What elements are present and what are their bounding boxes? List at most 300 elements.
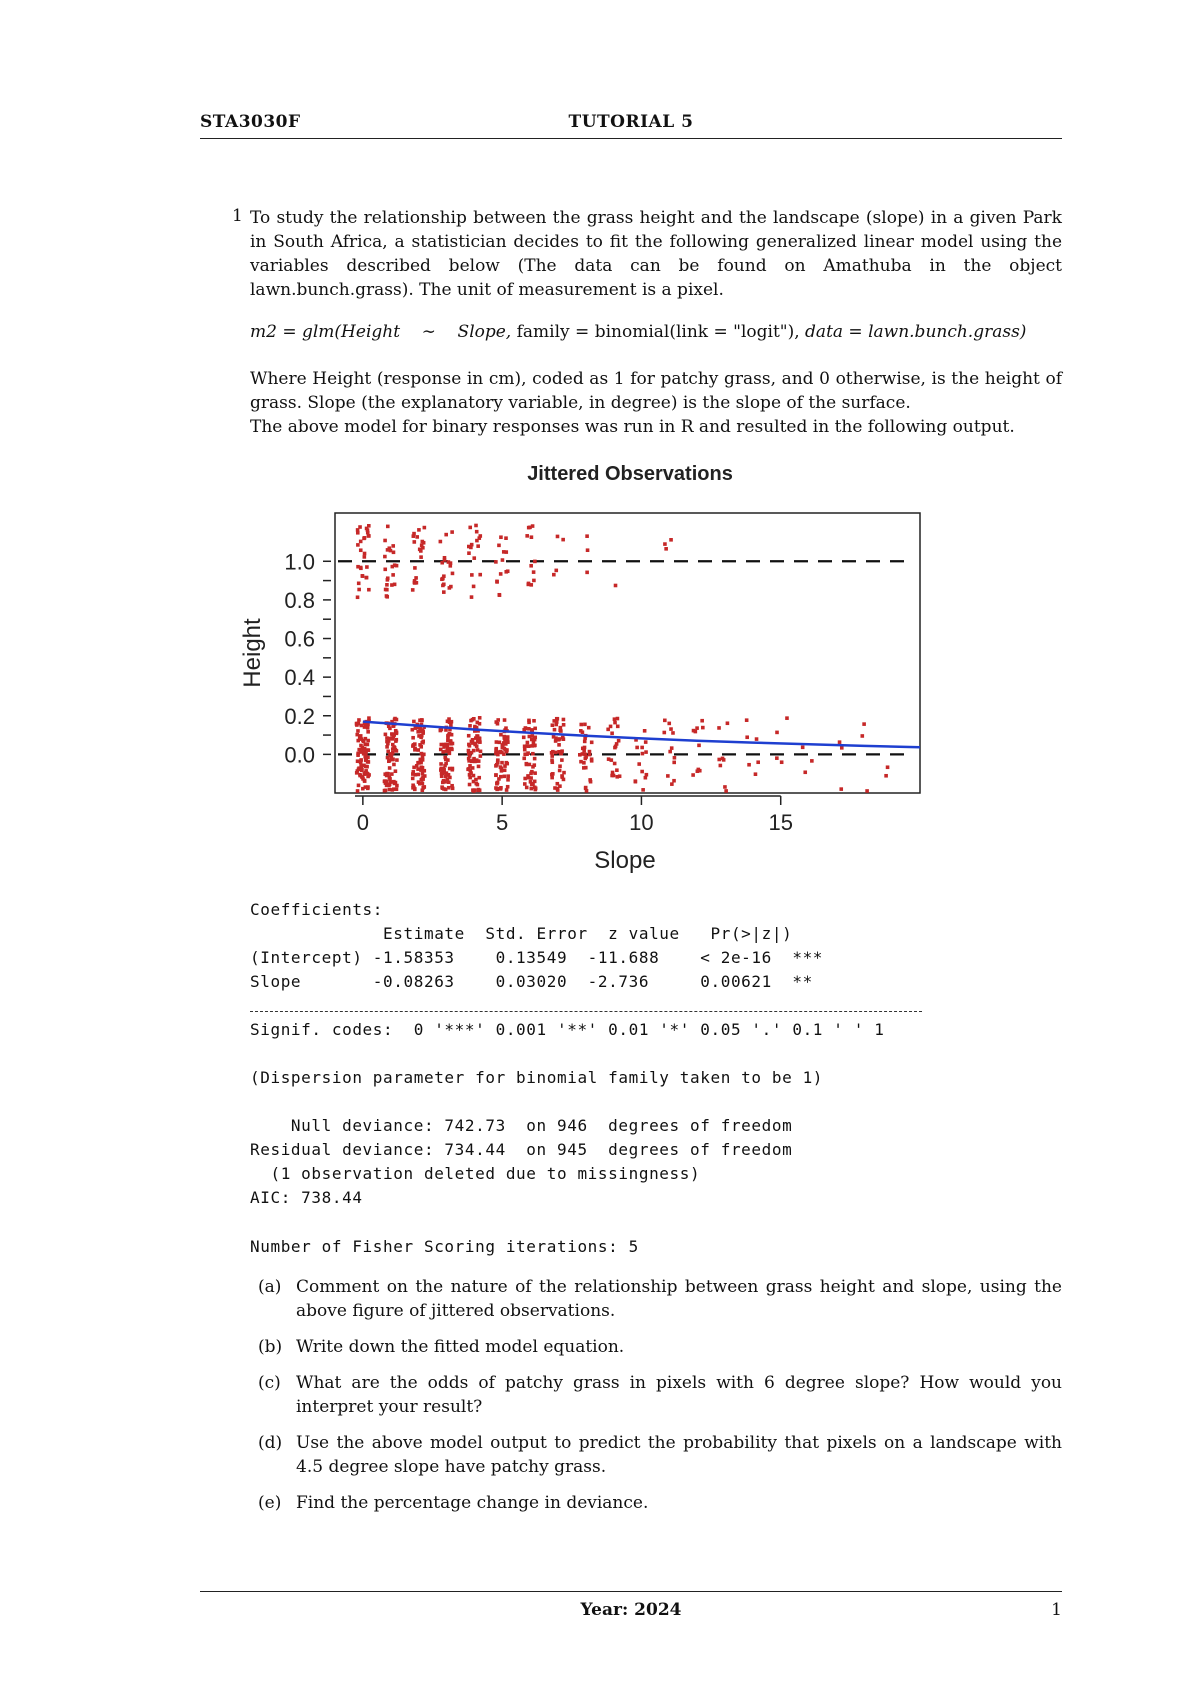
- jitter-point-zero: [420, 752, 424, 756]
- jitter-point-zero: [442, 779, 446, 783]
- jitter-point-zero: [413, 748, 417, 752]
- jitter-point-zero: [393, 746, 397, 750]
- jitter-point-zero: [721, 757, 725, 761]
- jitter-point-one: [356, 528, 360, 532]
- jitter-point-zero: [533, 757, 537, 761]
- jitter-point-zero: [495, 782, 499, 786]
- jitter-point-one: [614, 584, 618, 588]
- jitter-point-zero: [494, 773, 498, 777]
- jitter-point-zero: [697, 768, 701, 772]
- jitter-point-zero: [364, 737, 368, 741]
- jitter-point-one: [422, 541, 426, 545]
- jitter-point-zero: [384, 733, 388, 737]
- jitter-point-zero: [440, 772, 444, 776]
- x-tick-label: 0: [356, 810, 369, 835]
- jitter-point-zero: [523, 748, 527, 752]
- jitter-point-one: [467, 551, 471, 555]
- jitter-point-one: [530, 535, 534, 539]
- jitter-point-zero: [366, 730, 370, 734]
- jitter-point-zero: [506, 785, 510, 789]
- x-tick-label: 10: [629, 810, 654, 835]
- jitter-point-one: [532, 570, 536, 574]
- jitter-point-one: [472, 556, 476, 560]
- jitter-point-one: [390, 565, 394, 569]
- jitter-point-one: [475, 539, 479, 543]
- jitter-point-zero: [588, 750, 592, 754]
- jitter-point-zero: [523, 752, 527, 756]
- jitter-point-zero: [522, 757, 526, 761]
- jitter-point-zero: [884, 774, 888, 778]
- jitter-point-one: [385, 588, 389, 592]
- jitter-point-zero: [471, 759, 475, 763]
- jitter-point-zero: [617, 739, 621, 743]
- formula-tilde: ∼: [421, 322, 436, 342]
- jitter-point-zero: [357, 718, 361, 722]
- jitter-point-zero: [506, 778, 510, 782]
- tutorial-title: TUTORIAL 5: [568, 112, 694, 132]
- jitter-point-zero: [355, 733, 359, 737]
- jitter-point-zero: [467, 734, 471, 738]
- jitter-point-zero: [562, 718, 566, 722]
- description-line-2: The above model for binary responses was run in R and resulted in the following output.: [250, 417, 1015, 437]
- y-tick-label: 1.0: [284, 549, 315, 575]
- jitter-point-one: [669, 538, 673, 542]
- jitter-point-zero: [555, 720, 559, 724]
- jitter-point-zero: [615, 768, 619, 772]
- jitter-point-zero: [775, 756, 779, 760]
- jitter-point-one: [419, 549, 423, 553]
- x-axis-label: Slope: [594, 847, 656, 874]
- jitter-point-one: [443, 556, 447, 560]
- jitter-point-one: [556, 535, 560, 539]
- jitter-point-zero: [450, 784, 454, 788]
- jitter-point-one: [356, 543, 360, 547]
- jitter-point-one: [664, 547, 668, 551]
- jitter-point-zero: [467, 749, 471, 753]
- jitter-point-zero: [356, 753, 360, 757]
- jitter-point-zero: [357, 748, 361, 752]
- jitter-point-zero: [388, 754, 392, 758]
- jitter-point-zero: [448, 767, 452, 771]
- jitter-point-zero: [411, 728, 415, 732]
- jitter-point-zero: [366, 787, 370, 791]
- jitter-point-zero: [587, 726, 591, 730]
- jitter-point-one: [448, 564, 452, 568]
- aic-value: AIC: 738.44: [250, 1188, 363, 1207]
- jitter-point-zero: [810, 759, 814, 763]
- jitter-point-one: [385, 594, 389, 598]
- jitter-point-one: [450, 530, 454, 534]
- jitter-point-one: [451, 572, 455, 576]
- jitter-point-zero: [606, 728, 610, 732]
- coef-title: Coefficients:: [250, 900, 384, 919]
- residual-deviance: Residual deviance: 734.44 on 945 degrees of freedom: [250, 1140, 793, 1159]
- jitter-point-zero: [505, 788, 509, 792]
- jitter-point-zero: [585, 789, 589, 793]
- jitter-point-zero: [590, 757, 594, 761]
- jitter-point-zero: [672, 779, 676, 783]
- jitter-point-one: [359, 540, 363, 544]
- jitter-point-zero: [724, 789, 728, 793]
- jitter-point-zero: [579, 760, 583, 764]
- jitter-point-zero: [886, 765, 890, 769]
- jitter-point-zero: [390, 732, 394, 736]
- jitter-point-zero: [412, 720, 416, 724]
- jitter-point-zero: [589, 780, 593, 784]
- jitter-point-one: [495, 580, 499, 584]
- jitter-point-one: [421, 546, 425, 550]
- jitter-point-one: [504, 536, 508, 540]
- jitter-point-zero: [697, 744, 701, 748]
- jitter-point-zero: [467, 767, 471, 771]
- coef-row-slope: Slope -0.08263 0.03020 -2.736 0.00621 **: [250, 972, 813, 991]
- jitter-point-one: [419, 555, 423, 559]
- jitter-point-zero: [583, 746, 587, 750]
- jitter-point-zero: [477, 776, 481, 780]
- jitter-point-zero: [754, 772, 758, 776]
- page-header: [200, 112, 1062, 139]
- jitter-point-zero: [417, 773, 421, 777]
- jitter-point-zero: [612, 774, 616, 778]
- jitter-point-zero: [525, 786, 529, 790]
- jitter-point-zero: [745, 718, 749, 722]
- jitter-point-one: [529, 564, 533, 568]
- jitter-point-zero: [497, 777, 501, 781]
- jitter-point-zero: [503, 764, 507, 768]
- jitter-point-zero: [395, 718, 399, 722]
- jitter-point-one: [663, 542, 667, 546]
- jitter-point-zero: [780, 760, 784, 764]
- jitter-point-zero: [590, 741, 594, 745]
- jitter-point-zero: [364, 753, 368, 757]
- jitter-point-one: [475, 530, 479, 534]
- jitter-point-zero: [387, 737, 391, 741]
- jitter-point-one: [362, 537, 366, 541]
- jitter-point-zero: [504, 748, 508, 752]
- jitter-point-zero: [801, 746, 805, 750]
- jitter-point-zero: [500, 761, 504, 765]
- jitter-point-zero: [533, 727, 537, 731]
- jitter-point-zero: [385, 774, 389, 778]
- jitter-point-zero: [364, 758, 368, 762]
- jitter-point-zero: [411, 777, 415, 781]
- jitter-point-zero: [395, 749, 399, 753]
- jitter-point-one: [554, 569, 558, 573]
- jitter-point-zero: [478, 740, 482, 744]
- jitter-point-zero: [641, 788, 645, 792]
- jitter-point-zero: [673, 756, 677, 760]
- jitter-point-zero: [635, 746, 639, 750]
- jitter-point-zero: [417, 780, 421, 784]
- jitter-point-zero: [361, 776, 365, 780]
- jitter-point-one: [439, 540, 443, 544]
- jitter-point-zero: [558, 764, 562, 768]
- jitter-point-zero: [755, 737, 759, 741]
- jitter-point-zero: [523, 777, 527, 781]
- jitter-point-one: [390, 583, 394, 587]
- jitter-point-one: [413, 579, 417, 583]
- jitter-point-zero: [357, 766, 361, 770]
- jitter-point-zero: [395, 758, 399, 762]
- jitter-point-zero: [554, 739, 558, 743]
- jitter-point-zero: [450, 733, 454, 737]
- jitter-point-zero: [667, 722, 671, 726]
- jitter-point-one: [470, 595, 474, 599]
- jitter-point-zero: [531, 765, 535, 769]
- jitter-point-zero: [613, 746, 617, 750]
- jitter-point-zero: [494, 747, 498, 751]
- jitter-point-zero: [366, 748, 370, 752]
- jitter-point-zero: [503, 775, 507, 779]
- jitter-point-zero: [745, 735, 749, 739]
- jitter-point-zero: [502, 735, 506, 739]
- coef-row-intercept: (Intercept) -1.58353 0.13549 -11.688 < 2e-16 ***: [250, 948, 824, 967]
- jitter-point-zero: [613, 762, 617, 766]
- jitter-point-zero: [421, 782, 425, 786]
- jitter-point-zero: [644, 740, 648, 744]
- jitter-point-zero: [419, 745, 423, 749]
- jitter-point-zero: [717, 758, 721, 762]
- plot-frame: [335, 513, 920, 793]
- jitter-point-zero: [501, 746, 505, 750]
- jitter-point-zero: [558, 769, 562, 773]
- jitter-point-zero: [526, 741, 530, 745]
- jitter-point-zero: [719, 764, 723, 768]
- jitter-point-zero: [641, 752, 645, 756]
- jitter-point-zero: [666, 774, 670, 778]
- jitter-point-zero: [552, 735, 556, 739]
- jitter-point-one: [356, 595, 360, 599]
- jitter-point-zero: [391, 788, 395, 792]
- jitter-point-zero: [394, 729, 398, 733]
- jitter-point-zero: [506, 735, 510, 739]
- jitter-point-zero: [785, 716, 789, 720]
- jitter-point-zero: [392, 780, 396, 784]
- page-number: 1: [1051, 1600, 1062, 1620]
- jitter-point-zero: [550, 754, 554, 758]
- jitter-point-zero: [411, 772, 415, 776]
- jitter-point-zero: [364, 765, 368, 769]
- question-description: [250, 367, 1062, 439]
- jitter-point-zero: [756, 760, 760, 764]
- jitter-point-one: [383, 568, 387, 572]
- jitter-point-zero: [447, 780, 451, 784]
- jitter-point-one: [363, 552, 367, 556]
- jitter-point-zero: [439, 762, 443, 766]
- jitter-point-zero: [640, 746, 644, 750]
- jitter-point-zero: [723, 785, 727, 789]
- jitter-point-one: [367, 534, 371, 538]
- jitter-point-zero: [478, 722, 482, 726]
- jitter-point-zero: [668, 750, 672, 754]
- jitter-point-zero: [496, 722, 500, 726]
- jitter-point-zero: [413, 742, 417, 746]
- jitter-point-zero: [562, 737, 566, 741]
- jitter-point-one: [392, 550, 396, 554]
- formula-family: family = binomial(link = "logit"),: [516, 322, 800, 342]
- jitter-point-one: [442, 590, 446, 594]
- jitter-point-zero: [839, 787, 843, 791]
- jitter-point-zero: [559, 729, 563, 733]
- jitter-point-zero: [557, 743, 561, 747]
- jitter-point-one: [367, 588, 371, 592]
- jitter-point-zero: [363, 779, 367, 783]
- dashed-divider: [250, 1011, 922, 1012]
- jitter-point-one: [470, 573, 474, 577]
- jitter-point-zero: [532, 719, 536, 723]
- jitter-point-zero: [469, 719, 473, 723]
- jitter-point-zero: [644, 750, 648, 754]
- dispersion-note: (Dispersion parameter for binomial family taken to be 1): [250, 1068, 824, 1087]
- formula-data: data = lawn.bunch.grass): [805, 322, 1027, 342]
- jitter-point-zero: [531, 752, 535, 756]
- jitter-point-zero: [692, 729, 696, 733]
- jitter-point-zero: [440, 743, 444, 747]
- jitter-point-zero: [506, 774, 510, 778]
- jitter-point-zero: [385, 781, 389, 785]
- jitter-point-zero: [527, 776, 531, 780]
- jitter-point-zero: [669, 727, 673, 731]
- jitter-point-zero: [468, 783, 472, 787]
- jitter-point-zero: [444, 762, 448, 766]
- jitter-chart: [230, 455, 950, 895]
- jitter-point-zero: [775, 731, 779, 735]
- jitter-point-zero: [366, 775, 370, 779]
- jitter-point-one: [386, 525, 390, 529]
- question-intro: To study the relationship between the grass height and the landscape (slope) in a given Park in South Africa, a statistician decides to fit the following generalized linear model using the variables described below (The data can be found on Amathuba in the object lawn.bunch.grass). The unit of measurement is a pixel.: [250, 208, 1062, 300]
- jitter-point-one: [359, 548, 363, 552]
- jitter-point-zero: [562, 771, 566, 775]
- jitter-point-zero: [578, 753, 582, 757]
- jitter-point-zero: [527, 721, 531, 725]
- jitter-point-one: [474, 524, 478, 528]
- jitter-point-zero: [551, 772, 555, 776]
- y-tick-label: 0.6: [284, 626, 315, 652]
- jitter-point-one: [494, 560, 498, 564]
- jitter-point-zero: [471, 788, 475, 792]
- jitter-point-zero: [471, 766, 475, 770]
- jitter-point-zero: [701, 726, 705, 730]
- jitter-point-zero: [421, 741, 425, 745]
- jitter-point-zero: [439, 729, 443, 733]
- jitter-point-zero: [562, 723, 566, 727]
- jitter-point-one: [527, 582, 531, 586]
- jitter-point-zero: [421, 755, 425, 759]
- jitter-point-zero: [471, 738, 475, 742]
- jitter-point-zero: [616, 717, 620, 721]
- jitter-point-zero: [419, 765, 423, 769]
- jitter-point-zero: [423, 774, 427, 778]
- jitter-point-zero: [556, 782, 560, 786]
- jitter-point-zero: [662, 731, 666, 735]
- jitter-point-zero: [559, 752, 563, 756]
- jitter-point-one: [386, 576, 390, 580]
- fisher-iterations: Number of Fisher Scoring iterations: 5: [250, 1237, 639, 1256]
- jitter-point-zero: [395, 787, 399, 791]
- jitter-point-zero: [583, 740, 587, 744]
- jitter-point-zero: [361, 748, 365, 752]
- jitter-point-one: [357, 588, 361, 592]
- jitter-point-one: [478, 534, 482, 538]
- jitter-point-zero: [494, 786, 498, 790]
- jitter-point-one: [365, 565, 369, 569]
- jitter-point-one: [411, 588, 415, 592]
- jitter-point-zero: [555, 717, 559, 721]
- jitter-point-zero: [499, 787, 503, 791]
- jitter-point-zero: [583, 757, 587, 761]
- jitter-point-zero: [610, 731, 614, 735]
- jitter-point-zero: [476, 734, 480, 738]
- jitter-point-one: [440, 561, 444, 565]
- jitter-point-zero: [553, 728, 557, 732]
- jitter-point-zero: [584, 766, 588, 770]
- signif-codes: Signif. codes: 0 '***' 0.001 '**' 0.01 '*' 0.05 '.' 0.1 ' ' 1: [250, 1020, 885, 1039]
- jitter-point-zero: [442, 768, 446, 772]
- jitter-point-zero: [840, 746, 844, 750]
- jitter-point-zero: [416, 748, 420, 752]
- jitter-point-zero: [560, 775, 564, 779]
- jitter-point-zero: [560, 758, 564, 762]
- jitter-point-one: [441, 584, 445, 588]
- y-tick-label: 0.4: [284, 665, 315, 691]
- jitter-point-zero: [363, 725, 367, 729]
- jitter-point-zero: [439, 768, 443, 772]
- jitter-point-zero: [531, 782, 535, 786]
- jitter-point-one: [585, 571, 589, 575]
- jitter-point-zero: [446, 734, 450, 738]
- jitter-point-one: [447, 560, 451, 564]
- jitter-point-zero: [522, 736, 526, 740]
- y-tick-label: 0.2: [284, 703, 315, 729]
- jitter-point-one: [415, 535, 419, 539]
- jitter-point-zero: [358, 760, 362, 764]
- jitter-point-zero: [700, 719, 704, 723]
- jitter-point-one: [532, 579, 536, 583]
- jitter-point-one: [478, 573, 482, 577]
- jitter-point-zero: [495, 763, 499, 767]
- jitter-point-zero: [472, 780, 476, 784]
- jitter-point-one: [586, 548, 590, 552]
- jitter-point-one: [497, 544, 501, 548]
- jitter-point-zero: [359, 744, 363, 748]
- jitter-point-zero: [609, 758, 613, 762]
- jitter-point-one: [367, 524, 371, 528]
- jitter-point-zero: [838, 740, 842, 744]
- jitter-point-one: [504, 570, 508, 574]
- jitter-point-zero: [390, 772, 394, 776]
- jitter-point-zero: [477, 765, 481, 769]
- jitter-point-one: [356, 565, 360, 569]
- jitter-point-one: [444, 533, 448, 537]
- jitter-point-zero: [411, 736, 415, 740]
- jitter-point-one: [448, 586, 452, 590]
- jitter-point-zero: [358, 736, 362, 740]
- jitter-point-zero: [803, 770, 807, 774]
- jitter-point-one: [467, 545, 471, 549]
- jitter-point-zero: [643, 729, 647, 733]
- jitter-point-one: [472, 585, 476, 589]
- jitter-point-one: [476, 544, 480, 548]
- jitter-point-one: [499, 572, 503, 576]
- jitter-point-one: [385, 583, 389, 587]
- footer-year: Year: 2024: [580, 1600, 682, 1620]
- jitter-point-one: [412, 540, 416, 544]
- jitter-point-one: [585, 534, 589, 538]
- jitter-point-zero: [551, 723, 555, 727]
- jitter-point-zero: [467, 757, 471, 761]
- jitter-point-zero: [534, 786, 538, 790]
- jitter-point-zero: [446, 758, 450, 762]
